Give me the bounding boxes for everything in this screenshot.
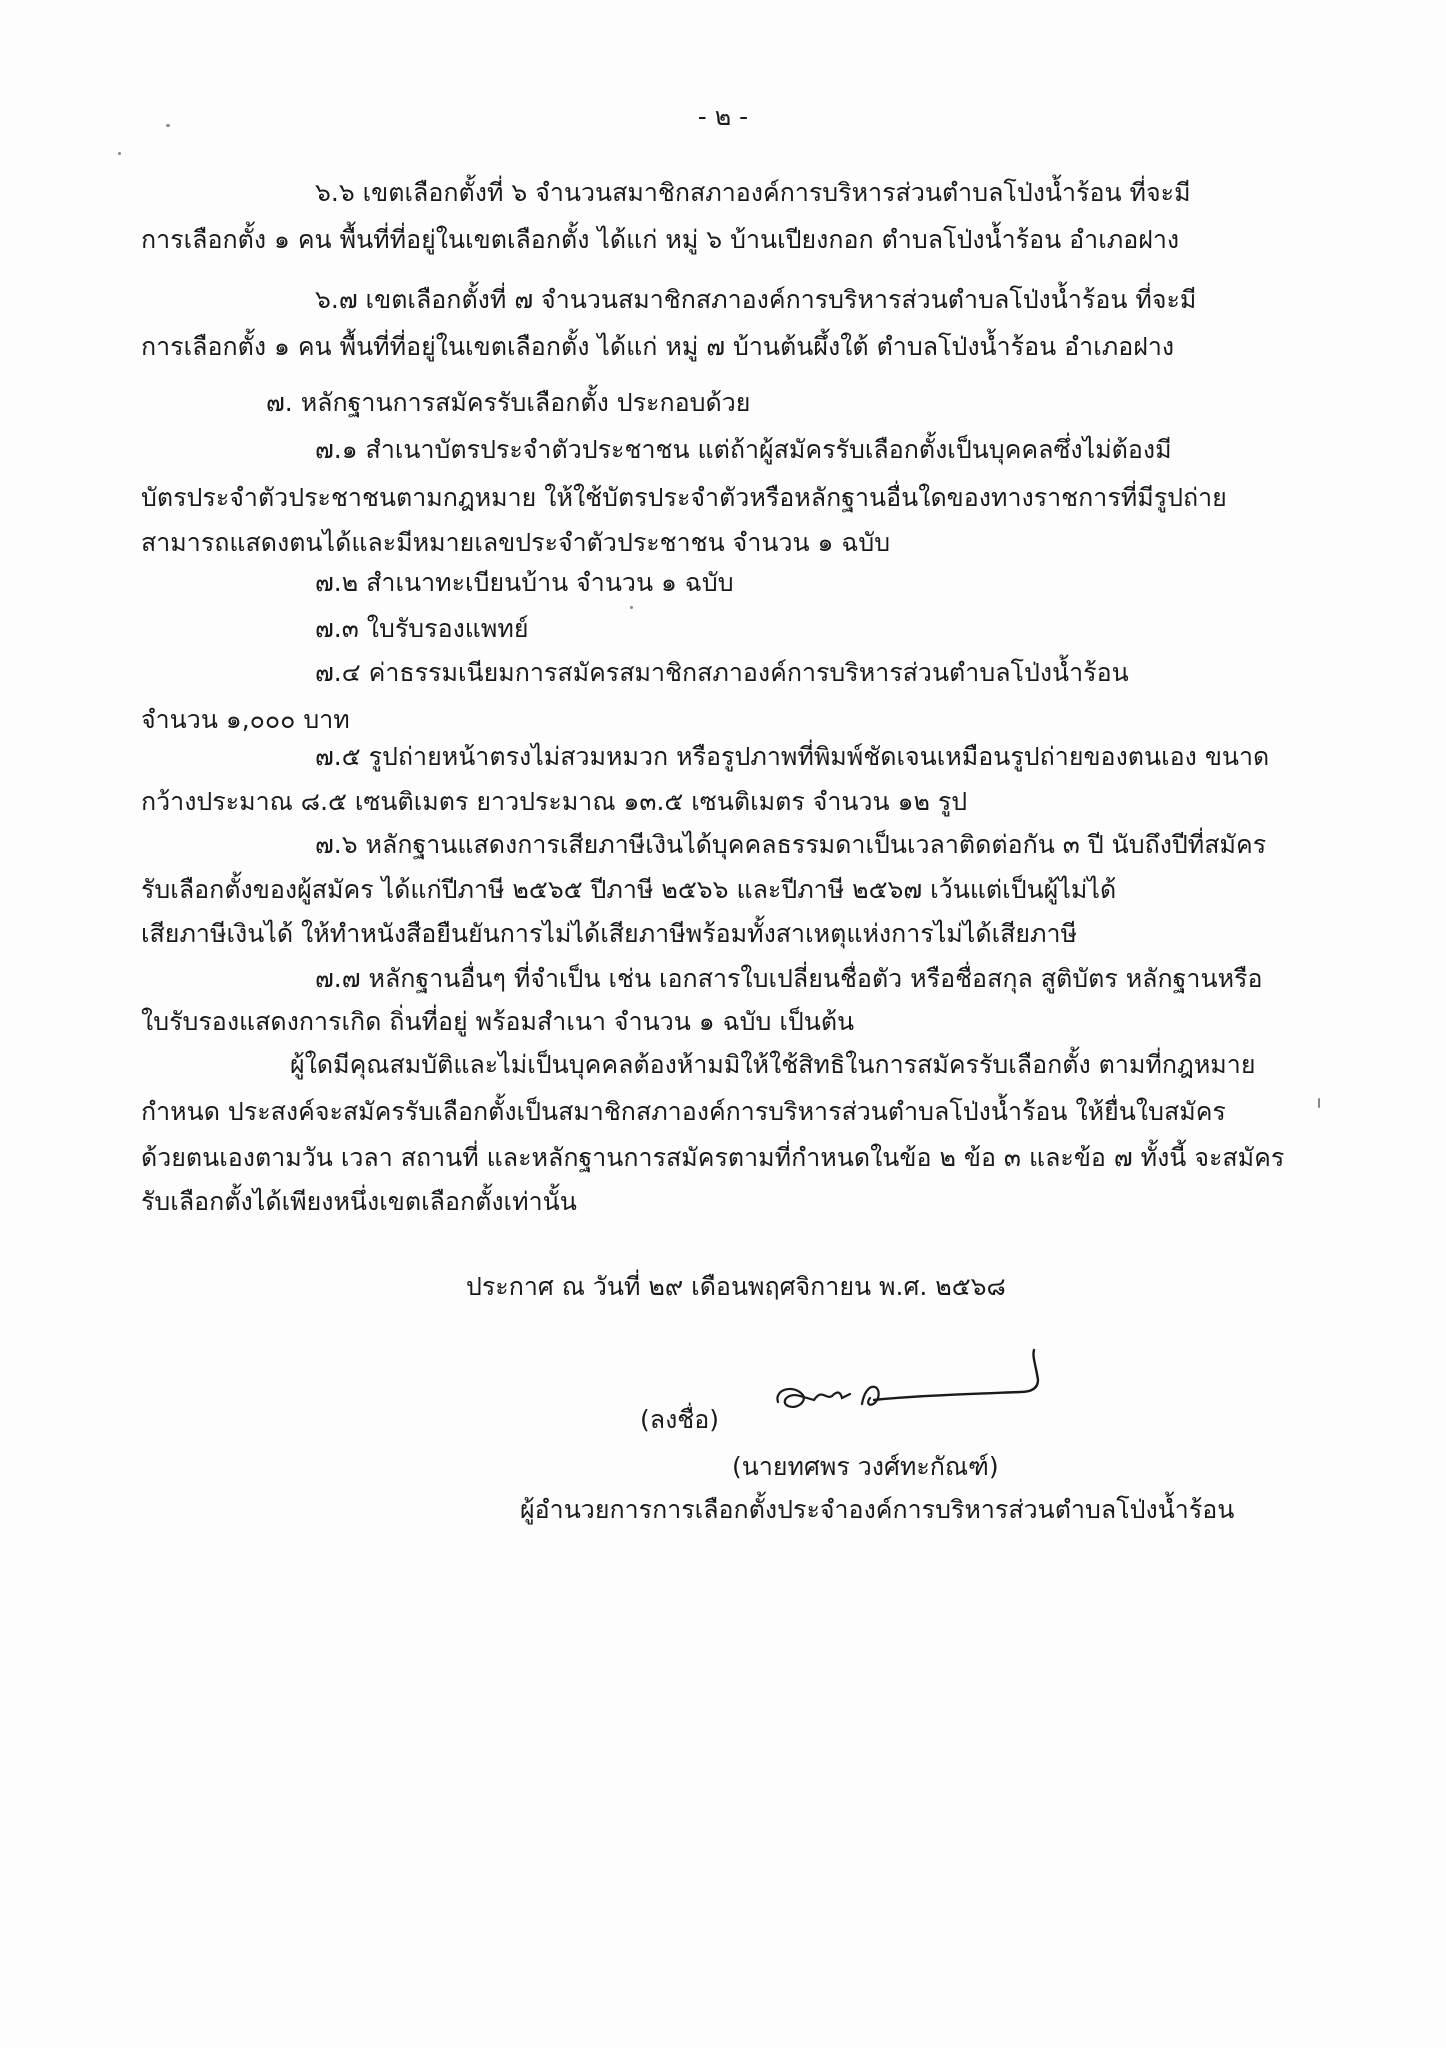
closing-paragraph-line-2: กำหนด ประสงค์จะสมัครรับเลือกตั้งเป็นสมาชิกสภาองค์การบริหารส่วนตำบลโป่งน้ำร้อน ให้ยื่นใบสมัคร [141, 1097, 1226, 1126]
page-number: - ๒ - [697, 102, 749, 131]
section-7-1-line-2: บัตรประจำตัวประชาชนตามกฎหมาย ให้ใช้บัตรประจำตัวหรือหลักฐานอื่นใดของทางราชการที่มีรูปถ่าย [141, 483, 1227, 512]
section-7-5-line-2: กว้างประมาณ ๘.๕ เซนติเมตร ยาวประมาณ ๑๓.๕ เซนติเมตร จำนวน ๑๒ รูป [141, 787, 968, 816]
signed-label: (ลงชื่อ) [640, 1405, 720, 1434]
section-7-6-line-3: เสียภาษีเงินได้ ให้ทำหนังสือยืนยันการไม่ได้เสียภาษีพร้อมทั้งสาเหตุแห่งการไม่ได้เสียภาษี [141, 919, 1078, 948]
scan-speck [630, 606, 633, 609]
section-7-2: ๗.๒ สำเนาทะเบียนบ้าน จำนวน ๑ ฉบับ [315, 568, 734, 597]
scan-speck [118, 152, 121, 155]
section-6-6-line-1: ๖.๖ เขตเลือกตั้งที่ ๖ จำนวนสมาชิกสภาองค์การบริหารส่วนตำบลโป่งน้ำร้อน ที่จะมี [315, 178, 1191, 207]
section-7-3: ๗.๓ ใบรับรองแพทย์ [315, 614, 529, 643]
section-7-4-line-1: ๗.๔ ค่าธรรมเนียมการสมัครสมาชิกสภาองค์การบริหารส่วนตำบลโป่งน้ำร้อน [315, 658, 1129, 687]
section-7-5-line-1: ๗.๕ รูปถ่ายหน้าตรงไม่สวมหมวก หรือรูปภาพที่พิมพ์ชัดเจนเหมือนรูปถ่ายของตนเอง ขนาด [315, 742, 1270, 771]
section-7-1-line-3: สามารถแสดงตนได้และมีหมายเลขประจำตัวประชาชน จำนวน ๑ ฉบับ [141, 528, 891, 557]
section-6-6-line-2: การเลือกตั้ง ๑ คน พื้นที่ที่อยู่ในเขตเลือกตั้ง ได้แก่ หมู่ ๖ บ้านเปียงกอก ตำบลโป่งน้ำร้อน อำเภอฝาง [141, 225, 1180, 254]
section-7-4-line-2: จำนวน ๑,๐๐๐ บาท [141, 705, 350, 734]
signer-name: (นายทศพร วงศ์ทะกัณฑ์) [732, 1452, 999, 1481]
section-7-1-line-1: ๗.๑ สำเนาบัตรประจำตัวประชาชน แต่ถ้าผู้สมัครรับเลือกตั้งเป็นบุคคลซึ่งไม่ต้องมี [315, 435, 1172, 464]
section-6-7-line-2: การเลือกตั้ง ๑ คน พื้นที่ที่อยู่ในเขตเลือกตั้ง ได้แก่ หมู่ ๗ บ้านต้นผึ้งใต้ ตำบลโป่งน้ำร้อน อำเภอฝาง [141, 332, 1175, 361]
section-7-6-line-1: ๗.๖ หลักฐานแสดงการเสียภาษีเงินได้บุคคลธรรมดาเป็นเวลาติดต่อกัน ๓ ปี นับถึงปีที่สมัคร [315, 830, 1267, 859]
scan-speck [1318, 1098, 1320, 1108]
section-7-heading: ๗. หลักฐานการสมัครรับเลือกตั้ง ประกอบด้วย [266, 388, 751, 417]
closing-paragraph-line-4: รับเลือกตั้งได้เพียงหนึ่งเขตเลือกตั้งเท่านั้น [141, 1187, 577, 1216]
section-7-6-line-2: รับเลือกตั้งของผู้สมัคร ได้แก่ปีภาษี ๒๕๖๕ ปีภาษี ๒๕๖๖ และปีภาษี ๒๕๖๗ เว้นแต่เป็นผู้ไม่ได้ [141, 875, 1117, 904]
section-7-7-line-2: ใบรับรองแสดงการเกิด ถิ่นที่อยู่ พร้อมสำเนา จำนวน ๑ ฉบับ เป็นต้น [141, 1007, 855, 1036]
announcement-date: ประกาศ ณ วันที่ ๒๙ เดือนพฤศจิกายน พ.ศ. ๒๕๖๘ [466, 1272, 1006, 1301]
handwritten-signature [770, 1340, 1110, 1430]
section-6-7-line-1: ๖.๗ เขตเลือกตั้งที่ ๗ จำนวนสมาชิกสภาองค์การบริหารส่วนตำบลโป่งน้ำร้อน ที่จะมี [315, 285, 1197, 314]
closing-paragraph-line-1: ผู้ใดมีคุณสมบัติและไม่เป็นบุคคลต้องห้ามมิให้ใช้สิทธิในการสมัครรับเลือกตั้ง ตามที่กฎหมาย [290, 1050, 1256, 1079]
section-7-7-line-1: ๗.๗ หลักฐานอื่นๆ ที่จำเป็น เช่น เอกสารใบเปลี่ยนชื่อตัว หรือชื่อสกุล สูติบัตร หลักฐานหรือ [315, 964, 1263, 993]
signer-position: ผู้อำนวยการการเลือกตั้งประจำองค์การบริหารส่วนตำบลโป่งน้ำร้อน [520, 1495, 1235, 1524]
closing-paragraph-line-3: ด้วยตนเองตามวัน เวลา สถานที่ และหลักฐานการสมัครตามที่กำหนดในข้อ ๒ ข้อ ๓ และข้อ ๗ ทั้งนี้ จะสมัคร [141, 1143, 1285, 1172]
